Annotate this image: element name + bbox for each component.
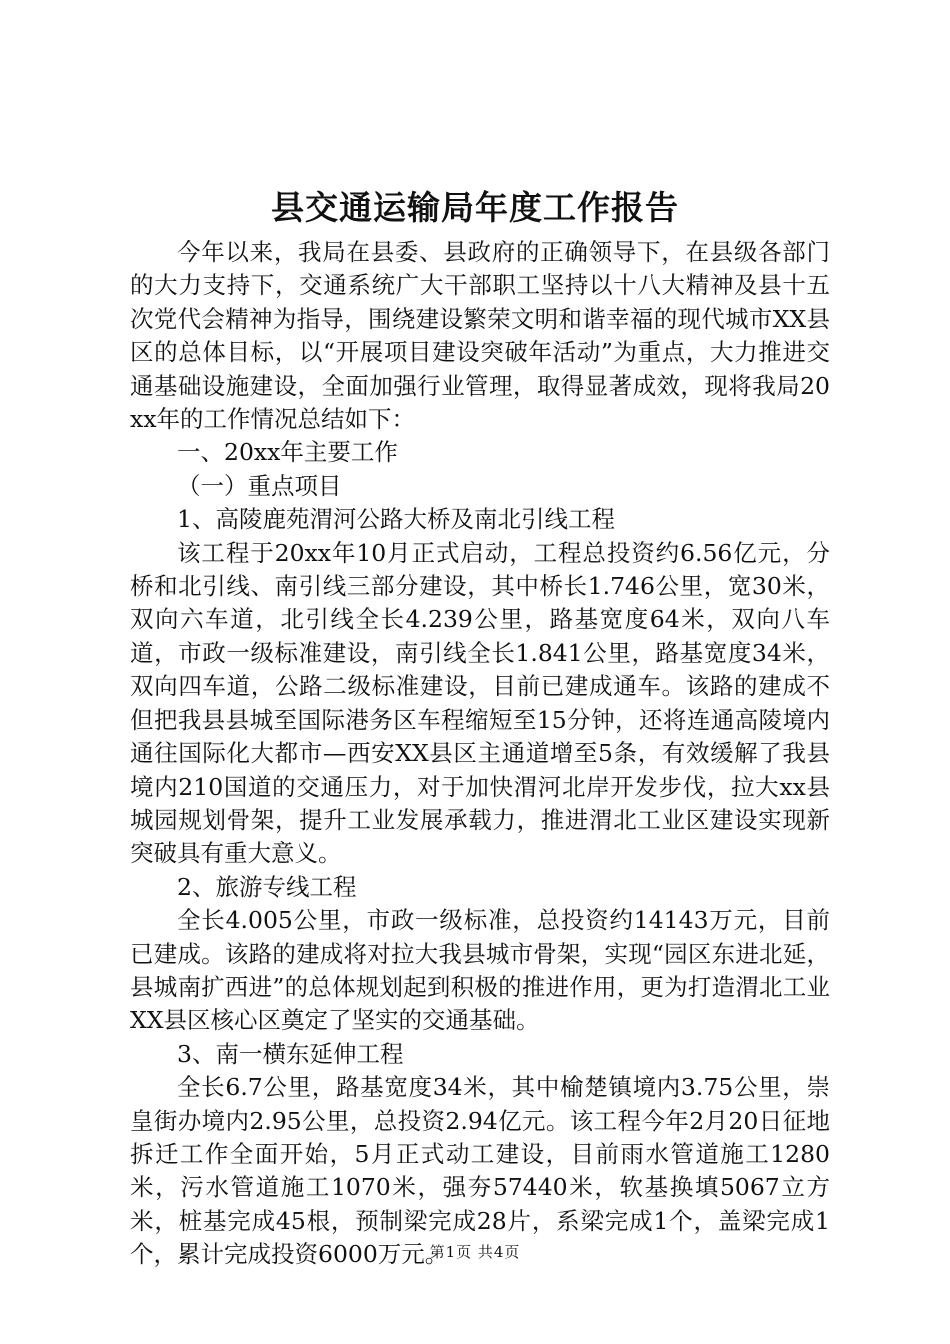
subsection-heading-key-projects: （一）重点项目	[177, 471, 342, 500]
intro-paragraph: 今年以来，我局在县委、县政府的正确领导下，在县级各部门的大力支持下，交通系统广大干部职工坚持以十八大精神及县十五次党代会精神为指导，围绕建设繁荣文明和谐幸福的现代城市XX县区的总体目标，以“开展项目建设突破年活动”为重点，大力推进交通基础设施建设，全面加强行业管理，取得显著成效，现将我局20xx年的工作情况总结如下：	[130, 238, 830, 434]
page-title: 县交通运输局年度工作报告	[271, 188, 679, 227]
section-heading-main-work: 一、20xx年主要工作	[177, 438, 398, 467]
project-heading-tourism-road: 2、旅游专线工程	[177, 872, 357, 901]
project-paragraph-bridge: 该工程于20xx年10月正式启动，工程总投资约6.56亿元，分桥和北引线、南引线三部分建设，其中桥长1.746公里，宽30米，双向六车道，北引线全长4.239公里，路基宽度64米，双向八车道，市政一级标准建设，南引线全长1.841公里，路基宽度34米，双向四车道，公路二级标准建设，目前已建成通车。该路的建成不但把我县县城至国际港务区车程缩短至15分钟，还将连通高陵境内通往国际化大都市—西安XX县区主通道增至5条，有效缓解了我县境内210国道的交通压力，对于加快渭河北岸开发步伐，拉大xx县城园规划骨架，提升工业发展承载力，推进渭北工业区建设实现新突破具有重大意义。	[130, 538, 830, 868]
page-number-footer: 第1页 共4页	[429, 1243, 521, 1261]
project-heading-east-extension: 3、南一横东延伸工程	[177, 1039, 404, 1068]
project-heading-bridge: 1、高陵鹿苑渭河公路大桥及南北引线工程	[177, 505, 615, 534]
document-body	[130, 236, 830, 1272]
project-paragraph-tourism-road: 全长4.005公里，市政一级标准，总投资约14143万元，目前已建成。该路的建成将对拉大我县城市骨架，实现“园区东进北延，县城南扩西进”的总体规划起到积极的推进作用，更为打造渭北工业XX县区核心区奠定了坚实的交通基础。	[130, 906, 830, 1035]
project-paragraph-east-extension: 全长6.7公里，路基宽度34米，其中榆楚镇境内3.75公里，崇皇街办境内2.95公里，总投资2.94亿元。该工程今年2月20日征地拆迁工作全面开始，5月正式动工建设，目前雨水管道施工1280米，污水管道施工1070米，强夯57440米，软基换填5067立方米，桩基完成45根，预制梁完成28片，系梁完成1个，盖梁完成1个，累计完成投资6000万元。	[130, 1073, 830, 1269]
